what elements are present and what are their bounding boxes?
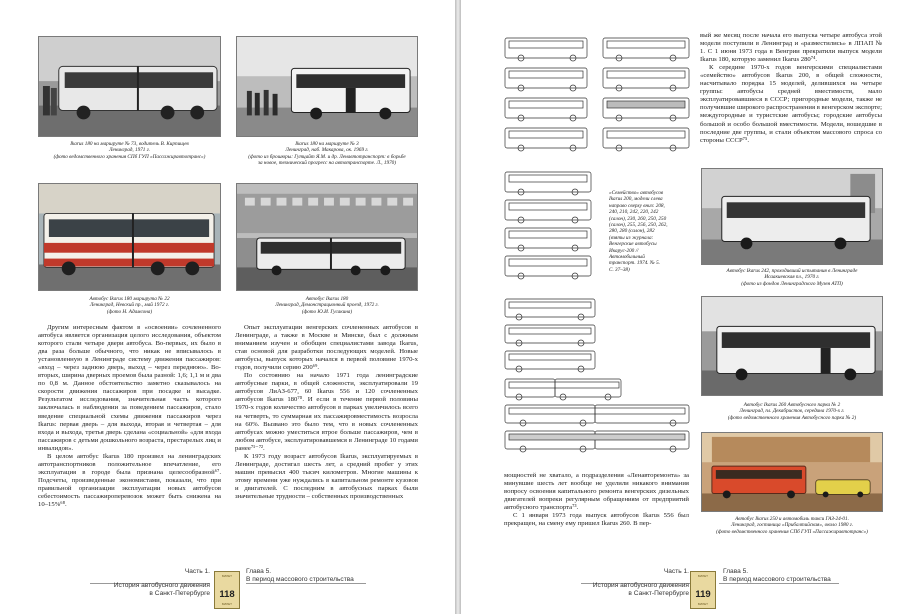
footer-chapter-label: Глава 5. (246, 568, 272, 575)
caption-line: (фото Н. Адамсона) (106, 308, 153, 315)
photo-ikarus180-route3 (236, 36, 418, 137)
caption-line: Исаакиевская пл., 1970 г. (764, 274, 820, 281)
ticket-label: БИЛЕТ (698, 602, 708, 606)
ticket-label: БИЛЕТ (222, 574, 232, 578)
caption-line: Автобус Ikarus 242, проходивший испытания в Ленинграде (726, 268, 858, 274)
schematics-articulated-buses (503, 295, 693, 465)
paragraph: мощностей не хватало, а подразделения «Ленавторемонта» за минувшие шесть лет вообще не уделили никакого внимания вопросу освоения капитального ремонта венгерских дизельных двигателей вопреки регулярным обращениям от предприятий автобусного транспорта⁷³. (504, 472, 689, 512)
schematics-bus-family-middle (503, 168, 603, 286)
caption-line: 240, 210, 242, 220, 242 (609, 209, 659, 216)
caption-line: (фото Ю.И. Гусакина) (301, 308, 353, 315)
footer-part-title: в Санкт-Петербурге (628, 590, 689, 597)
caption-photo6 (701, 402, 883, 421)
photo-ikarus260-dekabristov (701, 296, 883, 396)
caption-line: Ленинград, Невский пр., май 1972 г. (89, 302, 170, 309)
footer-part (571, 568, 689, 608)
caption-line: (салон), 230, 260, 250, 250 (609, 215, 667, 222)
photo-ikarus250-pribaltiyskaya (701, 432, 883, 512)
paragraph: Другим интересным фактом в «освоении» сочлененного автобуса является организация целого исследования, объектом которого стали четыре двери автобуса. Во-первых, их было в два раза больше обычного, что никак не вписывалось в установленную в Ленинграде систему движения пассажиров: «вход – через заднюю дверь, выход – через переднюю». Во-вторых, ширина дверных проемов была разной: 1,6; 1,1 м и два по 0,8 м. Данное обстоятельство заметно сказывалось на скорости движения пассажиров при посадке и высадке. Результатом исследования, значительная часть которого заключалась в наблюдении за поведением пассажиров, стало введение специальной схемы движения пассажиров через Ikarus: первая дверь – для выхода, вторая и четвертая – для входа и выхода, третья дверь сделана «социальной» «для входа пассажиров с детьми дошкольного возраста, престарелых лиц и инвалидов». (38, 324, 221, 452)
caption-photo3 (38, 296, 221, 315)
ticket-label: БИЛЕТ (222, 602, 232, 606)
caption-line: Ikarus 200, модели слева (609, 196, 663, 203)
paragraph: К середине 1970-х годов венгерскими специалистами «семейство» автобусов Ikarus 200, в общей сложности, насчитывало порядка 15 моделей, делившихся на четыре группы: автобусы средней вместимости, мало эксплуатировавшиеся в СССР; пригородные модели, также не получившие широкого распространения в венгерском экспорте; междугородные и туристские автобусы; городские автобусы большой и особо большой вместимости. Модели, вошедшие в последние две группы, и стали объектом массового спроса со стороны СССР⁷⁵. (700, 64, 883, 144)
footer-chapter (723, 568, 873, 608)
photo-ikarus180-route73 (38, 36, 221, 137)
paragraph: К 1973 году возраст автобусов Ikarus, эксплуатируемых в Ленинграде, достигал шесть лет, а средний пробег у этих машин превысил 400 тысяч километров. Многие машины к этому времени уже нуждались в капитальном ремонте кузовов и двигателей. С последним в автобусных парках были значительные трудности – собственных производственных (235, 452, 418, 500)
caption-line: Ленинград, 1971 г. (109, 147, 150, 154)
page-number: 118 (219, 588, 235, 600)
page-number: 119 (695, 588, 711, 600)
footer-part (90, 568, 210, 608)
ticket-label: БИЛЕТ (698, 574, 708, 578)
caption-line: Венгерские автобусы (609, 241, 657, 248)
footer-chapter-label: Глава 5. (723, 568, 749, 575)
caption-line: С. 37–38) (609, 266, 630, 273)
photo-ikarus180-demonstration (236, 183, 418, 291)
caption-line: Автомобильный (609, 254, 645, 261)
page-number-ticket (214, 571, 240, 609)
caption-schematics (609, 190, 693, 273)
caption-line: «Семейство» автобусов (609, 190, 664, 196)
footer-part-label: Часть 1. (184, 568, 210, 575)
caption-line: Ikarus 180 на маршруте № 3 (295, 141, 359, 147)
caption-line: Ленинград, гостиница «Прибалтийская», около 1980 г. (730, 522, 854, 529)
caption-photo4 (236, 296, 418, 315)
footer-chapter-title: В период массового строительства (246, 576, 354, 583)
text-column-left (38, 324, 221, 509)
caption-photo5 (701, 268, 883, 287)
footer-chapter (246, 568, 396, 608)
caption-line: Автобус Ikarus 250 и автомобиль такси ГАЗ-24-01. (735, 516, 849, 522)
caption-line: за новое, технический прогресс на автотранспорте. Л., 1970) (258, 160, 396, 167)
caption-line: (фото ведомственного хранения СПб ГУП «Пассажиравтотранс») (716, 528, 868, 535)
caption-line: направо сверху вниз: 208, (609, 202, 665, 209)
footer-part-title: История автобусного движения (592, 582, 689, 589)
left-page (0, 0, 455, 614)
caption-line: Автобус Ikarus 180 (305, 296, 349, 302)
text-column-right (235, 324, 418, 501)
caption-photo2 (236, 141, 418, 167)
caption-line: Автобус Ikarus 180 маршрута № 22 (89, 296, 170, 302)
paragraph: По состоянию на начало 1971 года ленинградские автобусные парки, в общей сложности, эксплуатировали 19 автобусов ЛиАЗ-677, 60 Ikarus 556 и 120 сочлененных автобусов Ikarus 180⁷⁰. И если в течение первой половины 1970-х годов количество автобусов в парках увеличилось всего на четверть, то суммарная их пассажировместимость возросла на 60%. Вызвано это было тем, что в новых сочлененных автобусах можно уместиться втрое больше пассажиров, чем в любом автобусе, эксплуатировавшемся в Ленинграде 10 годами ранее⁷¹⁻⁷². (235, 372, 418, 452)
footer-part-title: в Санкт-Петербурге (149, 590, 210, 597)
caption-line: (салон), 255, 256, 250, 262, (609, 222, 668, 229)
paragraph: В целом автобус Ikarus 180 произвел на ленинградских автотранспортников положительное впечатление, его эксплуатация в городе была признана целесообразной⁶⁷. Подсчеты, произведенные экономистами, показали, что при правильной организации эксплуатации новых автобусов себестоимость пассажироперевозок может быть снижена на 10–15%⁶⁸. (38, 452, 221, 509)
footer-part-title: История автобусного движения (113, 582, 210, 589)
photo-ikarus242-isaakievskaya (701, 168, 883, 265)
text-column-top-right (700, 32, 882, 145)
caption-line: (фото ведомственного хранения Автобусного парка № 2) (727, 414, 857, 421)
caption-photo1 (38, 141, 221, 160)
caption-photo7 (701, 516, 883, 535)
paragraph: вый же месяц после начала его выпуска четыре автобуса этой модели поступили в Ленинград и «разместились» в ЛПАП № 1. С 1 июня 1973 года в Венгрии прекратили выпуск модели Ikarus 180, которую заменил Ikarus 280⁷⁴. (700, 32, 882, 64)
footer-part-label: Часть 1. (663, 568, 689, 575)
caption-line: транспорт. 1974. № 5. (609, 260, 660, 267)
caption-line: 280, 280 (салон), 282 (609, 228, 655, 235)
schematics-bus-family-top (503, 34, 693, 156)
paragraph: Опыт эксплуатации венгерских сочлененных автобусов в Ленинграде, а также в Москве и Минске, был с должным вниманием изучен и обобщен специалистами завода Ikarus, став основой для разработки последующих моделей. Новые автобусы, выпуск которых начался в первой половине 1970-х годов, получили серию 200⁶⁹. (235, 324, 418, 372)
caption-line: (фото ведомственного хранения СПб ГУП «Пассажиравтотранс») (53, 153, 206, 160)
caption-line: Ikarus 180 на маршруте № 73, водитель В. Кирпищев (70, 141, 189, 147)
caption-line: Ленинград, пл. Декабристов, середина 1970-х г. (739, 408, 845, 415)
photo-ikarus180-route22 (38, 183, 221, 291)
caption-line: Ленинград, наб. Макарова, ок. 1969 г. (285, 147, 369, 154)
caption-line: (взяты из журнала: (609, 234, 654, 241)
caption-line: Икарус-200 // (609, 247, 639, 254)
paragraph: С 1 января 1973 года выпуск автобусов Ikarus 556 был прекращен, на смену ему пришел Ikarus 260. В пер- (504, 512, 689, 528)
right-page (461, 0, 915, 614)
caption-line: Автобус Ikarus 260 Автобусного парка № 2 (743, 402, 841, 408)
caption-line: (фото из брошюры: Гутцайт Я.М. и др. Ленавтотранспорт: в борьбе (248, 153, 406, 160)
caption-line: (фото из фондов Ленинградского Музея АТП) (741, 280, 843, 287)
page-number-ticket (690, 571, 716, 609)
text-column-bottom-left (504, 472, 689, 528)
footer-chapter-title: В период массового строительства (723, 576, 831, 583)
caption-line: Ленинград, Демонстрационный проезд, 1972 г. (275, 302, 379, 309)
